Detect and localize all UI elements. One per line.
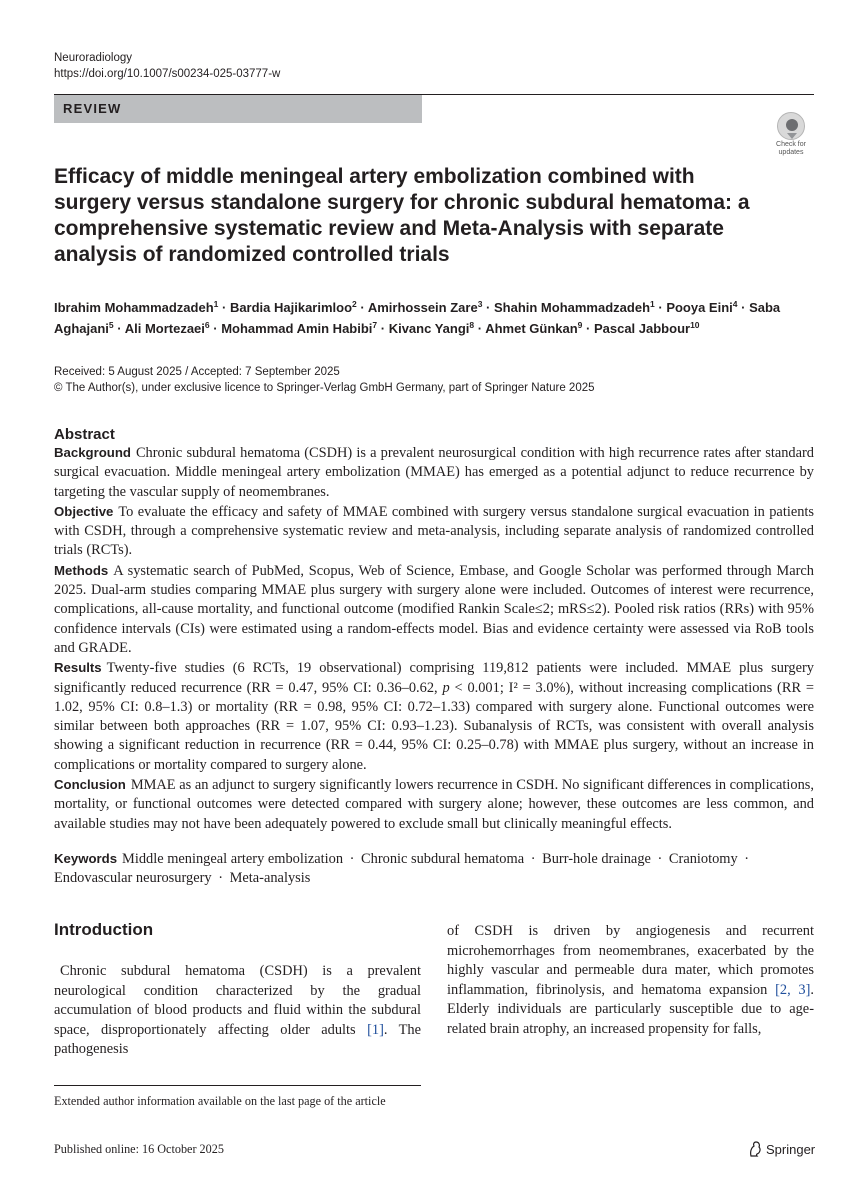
affiliation-marker: 1 xyxy=(650,299,655,309)
keyword-item: Meta-analysis xyxy=(229,870,311,887)
results-p-symbol: p xyxy=(442,679,450,696)
author-name[interactable]: Shahin Mohammadzadeh$^1$ xyxy=(493,299,655,315)
affiliation-marker: 8 xyxy=(469,320,475,330)
keyword-item: Craniotomy xyxy=(668,851,738,867)
intro-right-text: of CSDH is driven by angiogenesis and recurrent microhemorrhages from neomembranes, exacerbated by the highly vascular and permeable dura mater, which promotes inflammation, fibrinolysis, and hematoma expansion xyxy=(447,923,814,998)
doi-link[interactable]: https://doi.org/10.1007/s00234-025-03777-w xyxy=(54,68,281,80)
introduction-heading: Introduction xyxy=(54,920,154,939)
author-separator: · xyxy=(356,300,368,315)
keyword-separator: · xyxy=(744,851,750,867)
objective-label: Objective xyxy=(54,503,114,519)
author-name[interactable]: Pascal Jabbour$^{10}$ xyxy=(593,320,700,336)
citation-link[interactable]: [2, 3] xyxy=(775,981,811,998)
affiliation-marker: 4 xyxy=(732,299,738,309)
author-separator: · xyxy=(218,300,230,315)
affiliation-marker: 6 xyxy=(204,320,210,330)
author-separator: · xyxy=(113,321,125,336)
author-name[interactable]: Saba Aghajani$^5$ xyxy=(54,300,781,336)
results-text-2: < 0.001; I² = 3.0%), without increasing complications (RR = 1.02, 95% CI: 0.8–1.3) or mortality (RR = 0.98, 95% CI: 0.72–1.33) compared with surgery alone. Functional outcomes were similar between both approaches (RR = 1.07, 95% CI: 0.93–1.23). Subanalysis of RCTs, was consistent with overall analysis showing a significant reduction in recurrence (RR = 0.44, 95% CI: 0.25–0.78) with MMAE plus surgery, without an increase in complications or mortality compared to surgery alone. xyxy=(54,679,814,773)
affiliation-marker: 1 xyxy=(213,299,219,309)
affiliation-marker: 9 xyxy=(577,320,583,330)
conclusion-label: Conclusion xyxy=(54,777,126,793)
keyword-separator: · xyxy=(657,851,663,867)
publisher-name: Springer xyxy=(766,1142,816,1157)
author-name[interactable]: Pooya Eini$^4$ xyxy=(666,299,738,315)
keyword-item: Chronic subdural hematoma xyxy=(361,851,525,867)
check-updates-icon xyxy=(777,112,805,140)
keyword-item: Burr-hole drainage xyxy=(542,851,651,867)
keyword-separator: · xyxy=(530,851,536,867)
objective-text: To evaluate the efficacy and safety of MMAE combined with surgery versus standalone surgical evacuation in patients with CSDH, through a comprehensive systematic review and meta-analysis, including separate analysis of randomized controlled trials (RCTs). xyxy=(54,503,814,559)
author-separator: · xyxy=(377,321,389,336)
publisher-logo[interactable] xyxy=(748,1141,815,1158)
methods-text: A systematic search of PubMed, Scopus, Web of Science, Embase, and Google Scholar was performed through March 2025. Dual-arm studies comparing MMAE plus surgery with surgery alone were included. Outcomes of interest were recurrence, complications, all-cause mortality, and functional outcome (modified Rankin Scale≤2; mRS≤2). Pooled risk ratios (RRs) with 95% confidence intervals (CIs) were estimated using a random-effects model. Bias and evidence certainty were assessed via RoB tools and GRADE. xyxy=(54,562,814,656)
author-list xyxy=(54,297,814,339)
abstract-methods xyxy=(54,561,814,658)
keyword-list xyxy=(54,851,752,886)
check-updates-text: Check for updates xyxy=(776,141,806,156)
affiliation-marker: 10 xyxy=(690,320,700,330)
keyword-separator: · xyxy=(349,851,355,867)
article-type-label: REVIEW xyxy=(63,101,122,116)
abstract-results xyxy=(54,658,814,775)
keyword-separator: · xyxy=(218,870,223,887)
affiliation-marker: 3 xyxy=(477,299,483,309)
published-online-date: Published online: 16 October 2025 xyxy=(54,1142,224,1156)
author-separator: · xyxy=(209,321,222,336)
conclusion-text: MMAE as an adjunct to surgery significantly lowers recurrence in CSDH. No significant differences in complications, mortality, or functional outcomes were detected compared with surgery alone; however, these outcomes are less common, and available studies may not have been adequately powered to exclude small but clinically meaningful effects. xyxy=(54,777,814,832)
author-name[interactable]: Amirhossein Zare$^3$ xyxy=(367,299,483,315)
abstract-background xyxy=(54,443,814,502)
author-name[interactable]: Mohammad Amin Habibi$^7$ xyxy=(221,320,378,336)
methods-label: Methods xyxy=(54,562,109,578)
intro-right-tail: . Elderly individuals are particularly susceptible due to age-related brain atrophy, an increased propensity for falls, xyxy=(447,981,815,1037)
author-separator: · xyxy=(737,300,750,315)
affiliation-marker: 7 xyxy=(372,320,378,330)
journal-name: Neuroradiology xyxy=(54,52,132,64)
author-name[interactable]: Kivanc Yangi$^8$ xyxy=(388,320,475,336)
citation-link[interactable]: [1] xyxy=(367,1021,384,1038)
article-title: Efficacy of middle meningeal artery embolization combined with surgery versus standalone surgery for chronic subdural hematoma: a comprehensive systematic review and Meta-Analysis with separate analysis of randomized controlled trials xyxy=(54,165,750,266)
article-type-bar xyxy=(54,94,422,123)
footnote-rule xyxy=(54,1085,421,1086)
author-separator: · xyxy=(474,321,486,336)
author-name[interactable]: Bardia Hajikarimloo$^2$ xyxy=(229,299,357,315)
intro-left-text: Chronic subdural hematoma (CSDH) is a prevalent neurological condition characterized by the gradual accumulation of blood products and fluid within the subdural space, disproportionately affecting older adults xyxy=(54,963,421,1038)
check-for-updates-badge[interactable] xyxy=(772,112,810,158)
copyright-notice: © The Author(s), under exclusive licence to Springer-Verlag GmbH Germany, part of Springer Nature 2025 xyxy=(54,382,595,394)
results-label: Results xyxy=(54,660,102,676)
springer-horse-icon xyxy=(748,1141,762,1157)
abstract-heading: Abstract xyxy=(54,426,115,443)
author-separator: · xyxy=(582,321,594,336)
header-rule xyxy=(54,94,814,95)
affiliation-marker: 2 xyxy=(352,299,357,309)
author-separator: · xyxy=(654,300,667,315)
author-info-footnote: Extended author information available on the last page of the article xyxy=(54,1094,386,1108)
keywords-label: Keywords xyxy=(54,851,118,866)
affiliation-marker: 5 xyxy=(108,320,114,330)
keywords-section xyxy=(54,849,814,889)
introduction-left-column xyxy=(54,962,421,1060)
author-separator: · xyxy=(482,300,494,315)
keyword-item: Endovascular neurosurgery xyxy=(54,870,212,887)
intro-left-tail: . The pathogenesis xyxy=(54,1021,422,1058)
abstract-objective xyxy=(54,502,814,561)
abstract-body xyxy=(54,443,814,834)
received-accepted-dates: Received: 5 August 2025 / Accepted: 7 September 2025 xyxy=(54,366,340,378)
background-label: Background xyxy=(54,445,131,460)
introduction-right-column xyxy=(447,922,814,1040)
results-text-1: Twenty-five studies (6 RCTs, 19 observational) comprising 119,812 patients were included. MMAE plus surgery significantly reduced recurrence (RR = 0.47, 95% CI: 0.36–0.62, xyxy=(54,660,814,696)
author-name[interactable]: Ahmet Günkan$^9$ xyxy=(485,320,583,336)
keyword-item: Middle meningeal artery embolization xyxy=(122,851,344,867)
abstract-conclusion xyxy=(54,775,814,834)
background-text: Chronic subdural hematoma (CSDH) is a prevalent neurosurgical condition with high recurrence rates after standard surgical evacuation. Middle meningeal artery embolization (MMAE) has emerged as a potential adjunct to reduce recurrence by targeting the vascular supply of neomembranes. xyxy=(54,445,814,500)
author-name[interactable]: Ali Mortezaei$^6$ xyxy=(124,320,210,336)
author-name[interactable]: Ibrahim Mohammadzadeh$^1$ xyxy=(54,299,219,315)
